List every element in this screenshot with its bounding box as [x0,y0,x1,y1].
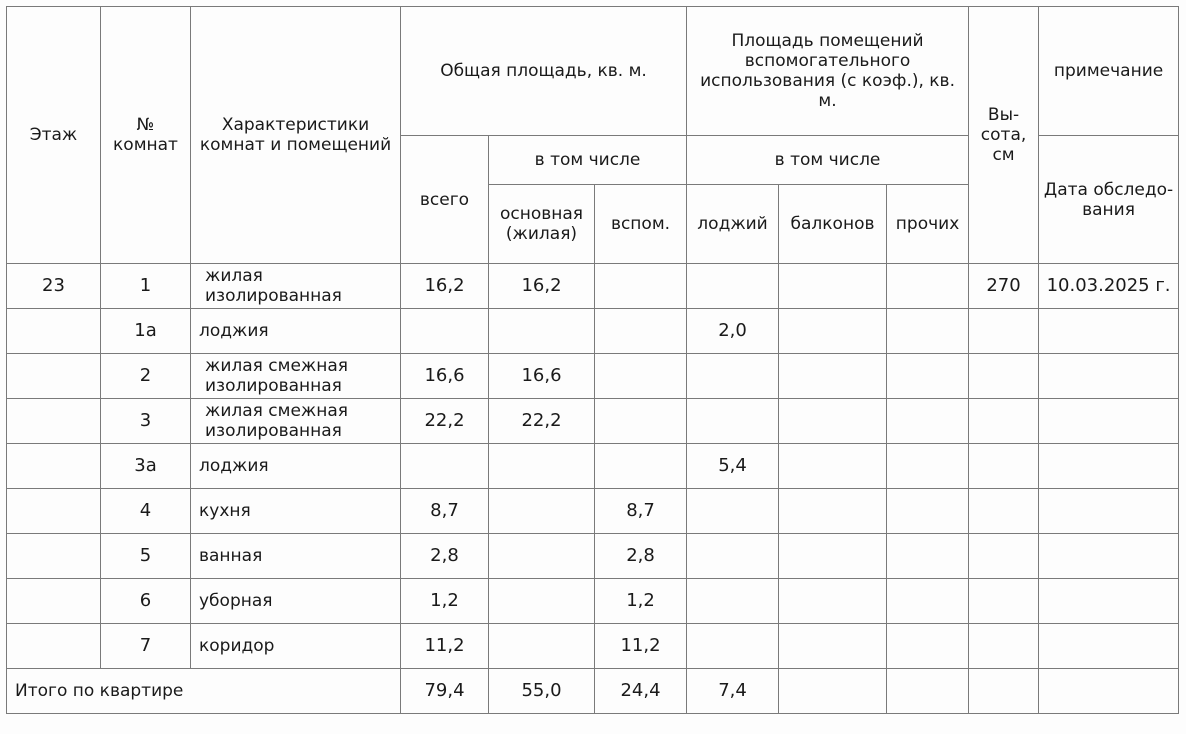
cell-other-area [887,534,969,579]
header-survey-date: Дата обследо-вания [1039,136,1179,264]
cell-balcony-area [779,444,887,489]
totals-note [1039,669,1179,714]
cell-main-area [489,309,595,354]
table-row [7,264,1179,309]
cell-floor [7,489,101,534]
cell-note [1039,489,1179,534]
table-row [7,309,1179,354]
header-note: примечание [1039,7,1179,136]
cell-total-area [401,309,489,354]
totals-aux: 24,4 [595,669,687,714]
cell-height [969,489,1039,534]
cell-aux-area [595,309,687,354]
cell-description: жилая смежная изолированная [191,399,401,444]
cell-main-area: 16,2 [489,264,595,309]
table-row [7,399,1179,444]
cell-note [1039,309,1179,354]
cell-description: лоджия [191,444,401,489]
cell-main-area [489,489,595,534]
header-height: Вы-сота, см [969,7,1039,264]
header-floor: Этаж [7,7,101,264]
cell-loggia-area: 2,0 [687,309,779,354]
cell-total-area: 2,8 [401,534,489,579]
cell-description: ванная [191,534,401,579]
table-row [7,534,1179,579]
cell-room-number: 4 [101,489,191,534]
cell-other-area [887,264,969,309]
table-row [7,624,1179,669]
cell-other-area [887,624,969,669]
header-characteristics: Характеристики комнат и помещений [191,7,401,264]
cell-description: кухня [191,489,401,534]
cell-floor [7,624,101,669]
cell-aux-area [595,399,687,444]
header-main-living: основная (жилая) [489,185,595,264]
cell-main-area: 16,6 [489,354,595,399]
cell-balcony-area [779,354,887,399]
cell-balcony-area [779,264,887,309]
cell-room-number: 3а [101,444,191,489]
cell-height [969,354,1039,399]
cell-other-area [887,309,969,354]
cell-room-number: 5 [101,534,191,579]
cell-loggia-area [687,399,779,444]
cell-total-area: 8,7 [401,489,489,534]
cell-note [1039,444,1179,489]
cell-floor [7,399,101,444]
cell-loggia-area: 5,4 [687,444,779,489]
cell-description: лоджия [191,309,401,354]
header-room-number: № комнат [101,7,191,264]
cell-height [969,309,1039,354]
cell-room-number: 3 [101,399,191,444]
cell-floor [7,354,101,399]
table-row [7,579,1179,624]
totals-loggia: 7,4 [687,669,779,714]
cell-total-area: 16,2 [401,264,489,309]
header-aux-area: Площадь помещений вспомогательного использования (с коэф.), кв. м. [687,7,969,136]
cell-loggia-area [687,579,779,624]
cell-main-area [489,579,595,624]
cell-room-number: 1а [101,309,191,354]
header-total-area: Общая площадь, кв. м. [401,7,687,136]
header-balconies: балконов [779,185,887,264]
cell-main-area [489,444,595,489]
totals-balcony [779,669,887,714]
totals-main: 55,0 [489,669,595,714]
header-including-aux: в том числе [687,136,969,185]
cell-description: коридор [191,624,401,669]
header-other: прочих [887,185,969,264]
header-aux: вспом. [595,185,687,264]
cell-balcony-area [779,309,887,354]
cell-loggia-area [687,264,779,309]
cell-aux-area: 11,2 [595,624,687,669]
cell-room-number: 2 [101,354,191,399]
cell-height [969,534,1039,579]
explication-table [6,6,1179,714]
cell-height [969,579,1039,624]
cell-description: жилая изолированная [191,264,401,309]
cell-loggia-area [687,624,779,669]
cell-height [969,399,1039,444]
cell-other-area [887,399,969,444]
cell-total-area: 1,2 [401,579,489,624]
cell-total-area [401,444,489,489]
cell-description: уборная [191,579,401,624]
header-including-total: в том числе [489,136,687,185]
cell-aux-area: 1,2 [595,579,687,624]
cell-floor: 23 [7,264,101,309]
cell-balcony-area [779,624,887,669]
cell-loggia-area [687,489,779,534]
cell-height: 270 [969,264,1039,309]
table-row [7,354,1179,399]
table-row [7,444,1179,489]
cell-other-area [887,354,969,399]
cell-loggia-area [687,534,779,579]
cell-total-area: 11,2 [401,624,489,669]
cell-balcony-area [779,489,887,534]
cell-other-area [887,579,969,624]
cell-room-number: 1 [101,264,191,309]
cell-main-area [489,624,595,669]
cell-floor [7,579,101,624]
cell-note: 10.03.2025 г. [1039,264,1179,309]
cell-note [1039,624,1179,669]
cell-balcony-area [779,534,887,579]
cell-balcony-area [779,399,887,444]
cell-note [1039,354,1179,399]
cell-description: жилая смежная изолированная [191,354,401,399]
cell-note [1039,534,1179,579]
header-in-total: всего [401,136,489,264]
cell-total-area: 22,2 [401,399,489,444]
cell-note [1039,399,1179,444]
cell-height [969,624,1039,669]
cell-aux-area [595,444,687,489]
table-body [7,264,1179,669]
cell-aux-area: 2,8 [595,534,687,579]
cell-note [1039,579,1179,624]
cell-floor [7,444,101,489]
cell-other-area [887,444,969,489]
cell-other-area [887,489,969,534]
totals-height [969,669,1039,714]
cell-aux-area [595,354,687,399]
cell-total-area: 16,6 [401,354,489,399]
cell-balcony-area [779,579,887,624]
cell-main-area: 22,2 [489,399,595,444]
totals-other [887,669,969,714]
table-row [7,489,1179,534]
cell-room-number: 6 [101,579,191,624]
cell-floor [7,309,101,354]
cell-room-number: 7 [101,624,191,669]
cell-aux-area: 8,7 [595,489,687,534]
header-loggias: лоджий [687,185,779,264]
cell-height [969,444,1039,489]
cell-floor [7,534,101,579]
totals-total: 79,4 [401,669,489,714]
cell-main-area [489,534,595,579]
cell-aux-area [595,264,687,309]
cell-loggia-area [687,354,779,399]
totals-label: Итого по квартире [7,669,401,714]
totals-row [7,669,1179,714]
